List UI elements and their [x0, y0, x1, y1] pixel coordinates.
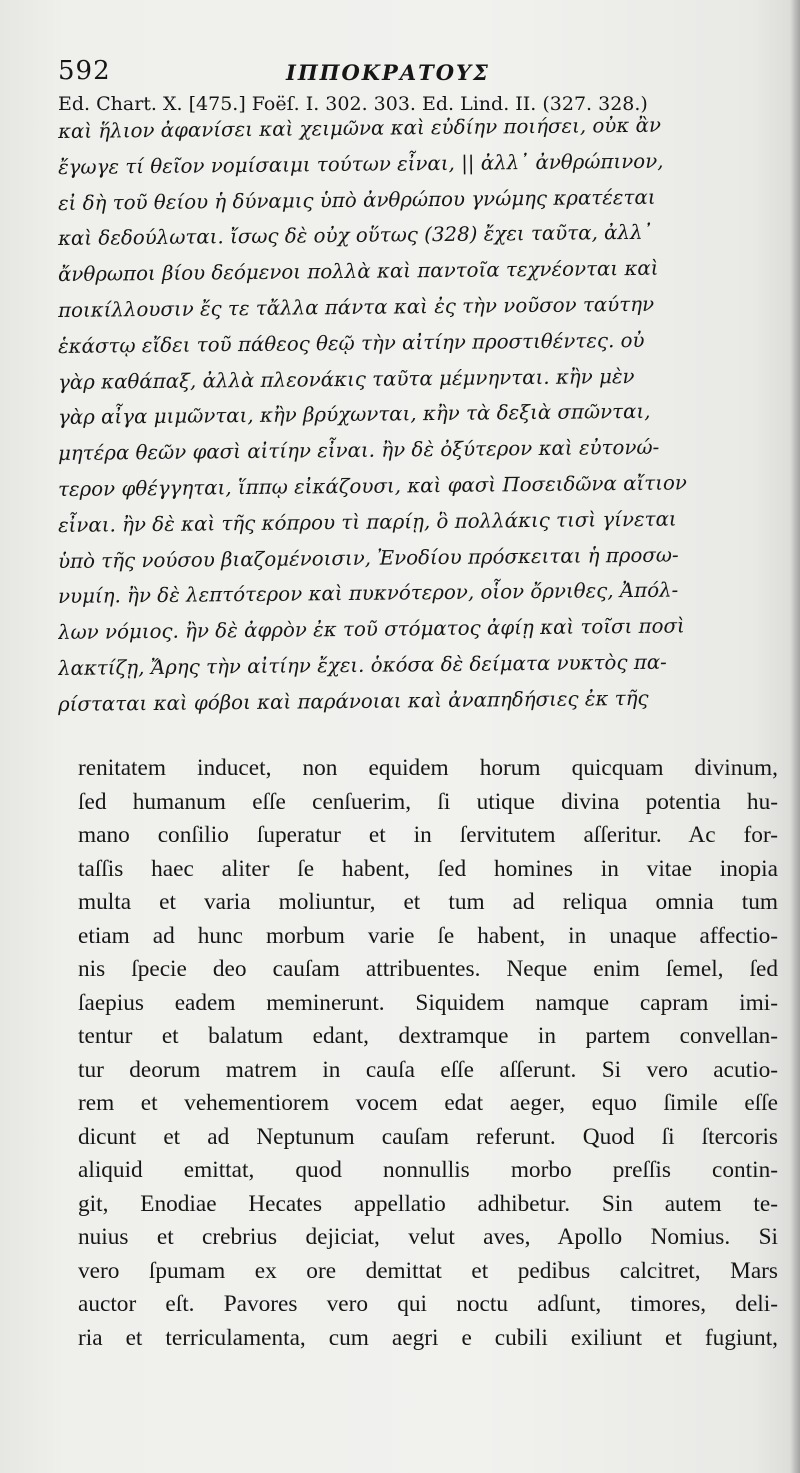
greek-line: γὰρ καθάπαξ, ἀλλὰ πλεονάκις ταῦτα μέμνηνται. κἢν μὲν [57, 364, 635, 394]
edition-reference: Ed. Chart. X. [475.] Foëſ. I. 302. 303. Ed. Lind. II. (327. 328.) [58, 93, 648, 115]
latin-line: etiam ad hunc morbum varie ſe habent, in unaque affectio- [78, 922, 778, 949]
greek-line: ἄνθρωποι βίου δεόμενοι πολλὰ καὶ παντοῖα τεχνέονται καὶ [57, 256, 659, 287]
latin-line: nuius et crebrius dejiciat, velut aves, Apollo Nomius. Si [78, 1224, 778, 1250]
latin-line: auctor eſt. Pavores vero qui noctu adſunt, timores, deli- [78, 1291, 778, 1317]
greek-line: καὶ ἥλιον ἀφανίσει καὶ χειμῶνα καὶ εὐδίην ποιήσει, οὐκ ἂν [57, 113, 662, 143]
latin-line: ſaepius eadem meminerunt. Siquidem namque capram imi- [78, 989, 778, 1016]
greek-line: ἑκάστῳ εἴδει τοῦ πάθεος θεῷ τὴν αἰτίην προστιθέντες. οὐ [57, 328, 645, 358]
greek-text-block [58, 114, 778, 723]
greek-line: εἰ δὴ τοῦ θείου ἡ δύναμις ὑπὸ ἀνθρώπου γνώμης κρατέεται [57, 185, 656, 215]
latin-line: mano conſilio ſuperatur et in ſervitutem aſſeritur. Ac for- [78, 822, 778, 848]
greek-line: λων νόμιος. ἢν δὲ ἀφρὸν ἐκ τοῦ στόματος ἀφίῃ καὶ τοῖσι ποσὶ [57, 614, 685, 645]
page-gutter-shadow [790, 0, 800, 1473]
latin-line: tur deorum matrem in cauſa eſſe aſſerunt. Si vero acutio- [78, 1056, 778, 1083]
latin-line: tentur et balatum edant, dextramque in partem convellan- [78, 1023, 778, 1049]
latin-line: ria et terriculamenta, cum aegri e cubili exiliunt et fugiunt, [78, 1324, 778, 1351]
greek-line: γὰρ αἶγα μιμῶνται, κἢν βρύχωνται, κἢν τὰ δεξιὰ σπῶνται, [57, 400, 651, 430]
latin-text-block [78, 752, 778, 1355]
latin-line: rem et vehementiorem vocem edat aeger, equo ſimile eſſe [78, 1090, 778, 1116]
latin-line: git, Enodiae Hecates appellatio adhibetur. Sin autem te- [78, 1190, 778, 1217]
greek-line: ρίσταται καὶ φόβοι καὶ παράνοιαι καὶ ἀναπηδήσιες ἐκ τῆς [57, 686, 649, 716]
latin-line: renitatem inducet, non equidem horum quicquam divinum, [78, 755, 778, 781]
latin-line: ſed humanum eſſe cenſuerim, ſi utique divina potentia hu- [78, 788, 778, 815]
greek-line: ὑπὸ τῆς νούσου βιαζομένοισιν, Ἐνοδίου πρόσκειται ἡ προσω- [57, 543, 679, 573]
latin-line: nis ſpecie deo cauſam attribuentes. Neque enim ſemel, ſed [78, 956, 778, 982]
greek-line: τερον φθέγγηται, ἵππῳ εἰκάζουσι, καὶ φασὶ Ποσειδῶνα αἴτιον [57, 471, 687, 501]
greek-line: καὶ δεδούλωται. ἴσως δὲ οὐχ οὕτως (328) ἔχει ταῦτα, ἀλλ᾽ [57, 221, 653, 251]
greek-line: ἔγωγε τί θεῖον νομίσαιμι τούτων εἶναι, || ἀλλ᾽ ἀνθρώπινον, [57, 149, 664, 179]
latin-line: taſſis haec aliter ſe habent, ſed homines in vitae inopia [78, 855, 778, 882]
latin-line: multa et varia moliuntur, et tum ad reliqua omnia tum [78, 889, 778, 915]
running-title: ΙΠΠΟΚΡΑΤΟΥΣ [286, 60, 490, 85]
page-number: 592 [58, 56, 111, 86]
running-header [58, 56, 758, 90]
greek-line: λακτίζῃ, Ἄρης τὴν αἰτίην ἔχει. ὁκόσα δὲ δείματα νυκτὸς πα- [57, 650, 667, 680]
latin-line: dicunt et ad Neptunum cauſam referunt. Quod ſi ſtercoris [78, 1123, 778, 1150]
greek-line: εἶναι. ἢν δὲ καὶ τῆς κόπρου τὶ παρίῃ, ὃ πολλάκις τισὶ γίνεται [57, 507, 677, 537]
latin-line: vero ſpumam ex ore demittat et pedibus calcitret, Mars [78, 1257, 778, 1284]
latin-line: aliquid emittat, quod nonnullis morbo preſſis contin- [78, 1157, 778, 1183]
greek-line: μητέρα θεῶν φασὶ αἰτίην εἶναι. ἢν δὲ ὀξύτερον καὶ εὐτονώ- [57, 435, 660, 466]
greek-line: ποικίλλουσιν ἔς τε τἄλλα πάντα καὶ ἐς τὴν νοῦσον ταύτην [57, 292, 655, 322]
greek-line: νυμίη. ἢν δὲ λεπτότερον καὶ πυκνότερον, οἷον ὄρνιθες, Ἀπόλ- [57, 578, 679, 609]
